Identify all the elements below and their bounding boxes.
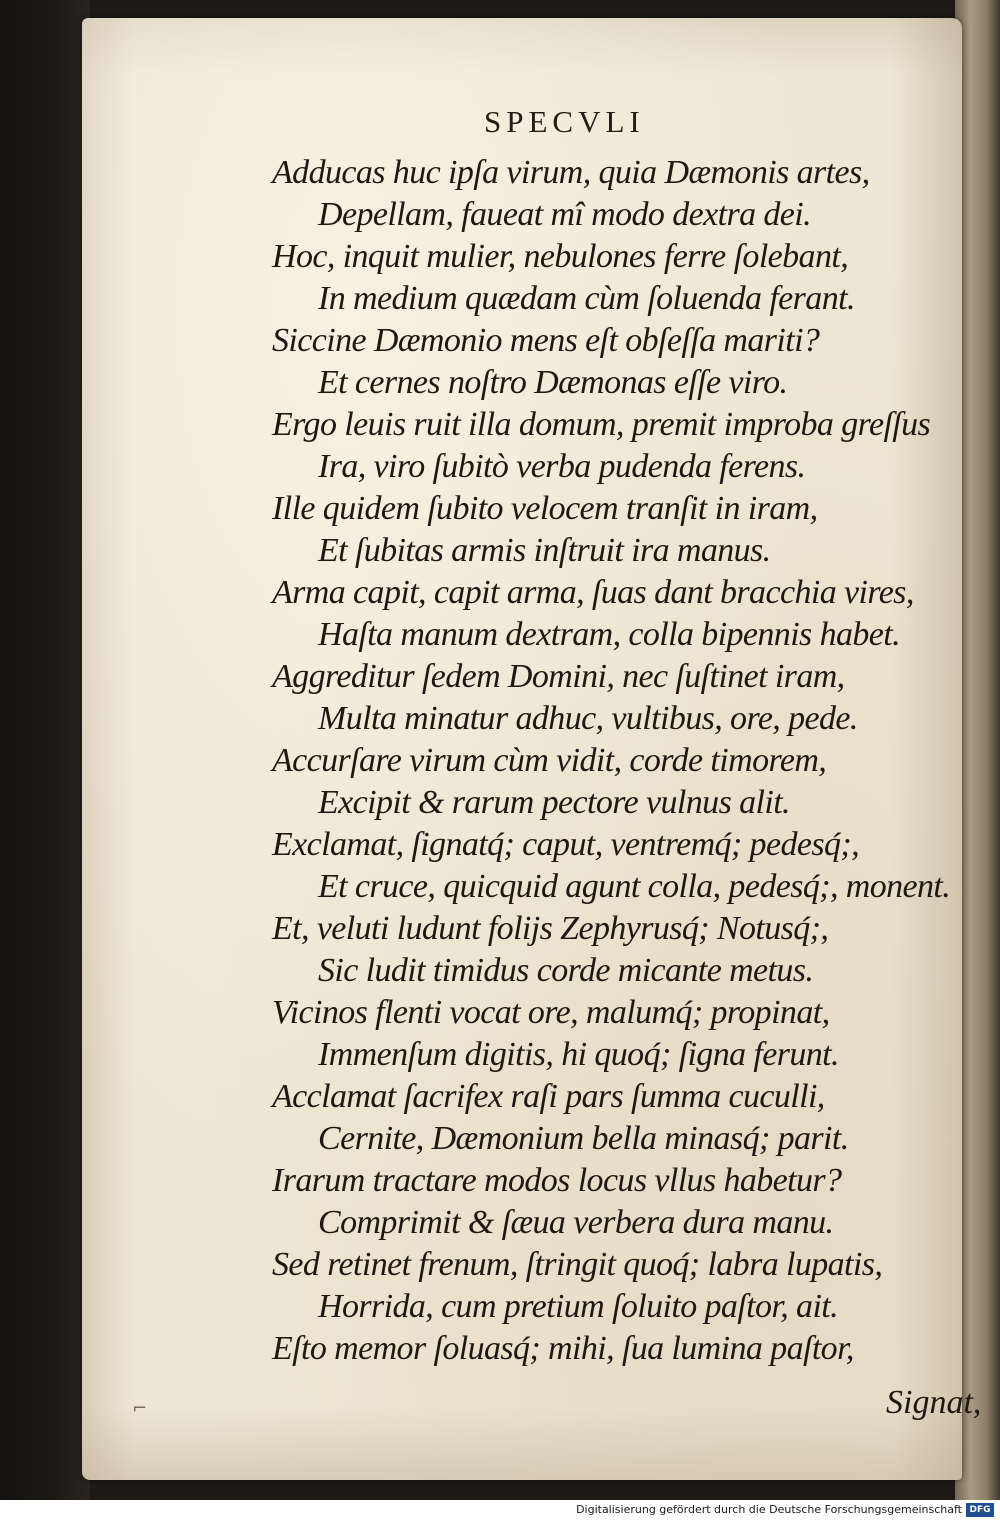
verse-text bbox=[272, 152, 962, 1370]
verse-line: Multa minatur adhuc, vultibus, ore, pede. bbox=[318, 700, 858, 737]
verse-line: Et ſubitas armis inſtruit ira manus. bbox=[318, 532, 771, 569]
verse-line: Comprimit & ſæua verbera dura manu. bbox=[318, 1204, 834, 1241]
verse-line: Sed retinet frenum, ſtringit quoq́; labra lupatis, bbox=[272, 1246, 883, 1283]
verse-line: Horrida, cum pretium ſoluito paſtor, ait. bbox=[318, 1288, 839, 1325]
verse-line: Depellam, faueat mî modo dextra dei. bbox=[318, 196, 812, 233]
verse-line: Sic ludit timidus corde micante metus. bbox=[318, 952, 814, 989]
verse-line: Accurſare virum cùm vidit, corde timorem, bbox=[272, 742, 827, 779]
margin-mark: ⌐ bbox=[132, 1398, 148, 1419]
verse-line: Irarum tractare modos locus vllus habetur? bbox=[272, 1162, 842, 1199]
scan-background-left bbox=[0, 0, 90, 1500]
funding-credit: Digitalisierung gefördert durch die Deutsche Forschungsgemeinschaft bbox=[576, 1503, 962, 1516]
verse-line: Excipit & rarum pectore vulnus alit. bbox=[318, 784, 790, 821]
verse-line: Immenſum digitis, hi quoq́; ſigna ferunt. bbox=[318, 1036, 839, 1073]
verse-line: Eſto memor ſoluasq́; mihi, ſua lumina paſtor, bbox=[272, 1330, 854, 1367]
verse-line: Cernite, Dæmonium bella minasq́; parit. bbox=[318, 1120, 849, 1157]
verse-line: Ergo leuis ruit illa domum, premit improba greſſus bbox=[272, 406, 931, 443]
verse-line: Hoc, inquit mulier, nebulones ferre ſolebant, bbox=[272, 238, 849, 275]
verse-line: Siccine Dæmonio mens eſt obſeſſa mariti? bbox=[272, 322, 820, 359]
verse-line: In medium quædam cùm ſoluenda ferant. bbox=[318, 280, 855, 317]
verse-line: Et cernes noſtro Dæmonas eſſe viro. bbox=[318, 364, 788, 401]
verse-line: Ille quidem ſubito velocem tranſit in iram, bbox=[272, 490, 818, 527]
running-head: SPECVLI bbox=[484, 104, 645, 139]
dfg-logo: DFG bbox=[966, 1503, 994, 1517]
verse-line: Haſta manum dextram, colla bipennis habet. bbox=[318, 616, 901, 653]
verse-line: Et, veluti ludunt folijs Zephyrusq́; Notusq́;, bbox=[272, 910, 829, 947]
verse-line: Arma capit, capit arma, ſuas dant bracchia vires, bbox=[272, 574, 914, 611]
verse-line: Et cruce, quicquid agunt colla, pedesq́;, monent. bbox=[318, 868, 951, 905]
verse-line: Vicinos flenti vocat ore, malumq́; propinat, bbox=[272, 994, 830, 1031]
footer-credit-bar bbox=[0, 1500, 1000, 1520]
verse-line: Exclamat, ſignatq́; caput, ventremq́; pedesq́;, bbox=[272, 826, 859, 863]
verse-line: Acclamat ſacrifex raſi pars ſumma cuculli, bbox=[272, 1078, 825, 1115]
verse-line: Adducas huc ipſa virum, quia Dæmonis artes, bbox=[272, 154, 870, 191]
verse-line: Ira, viro ſubitò verba pudenda ferens. bbox=[318, 448, 806, 485]
verse-line: Aggreditur ſedem Domini, nec ſuſtinet iram, bbox=[272, 658, 845, 695]
catchword: Signat, bbox=[886, 1384, 982, 1421]
